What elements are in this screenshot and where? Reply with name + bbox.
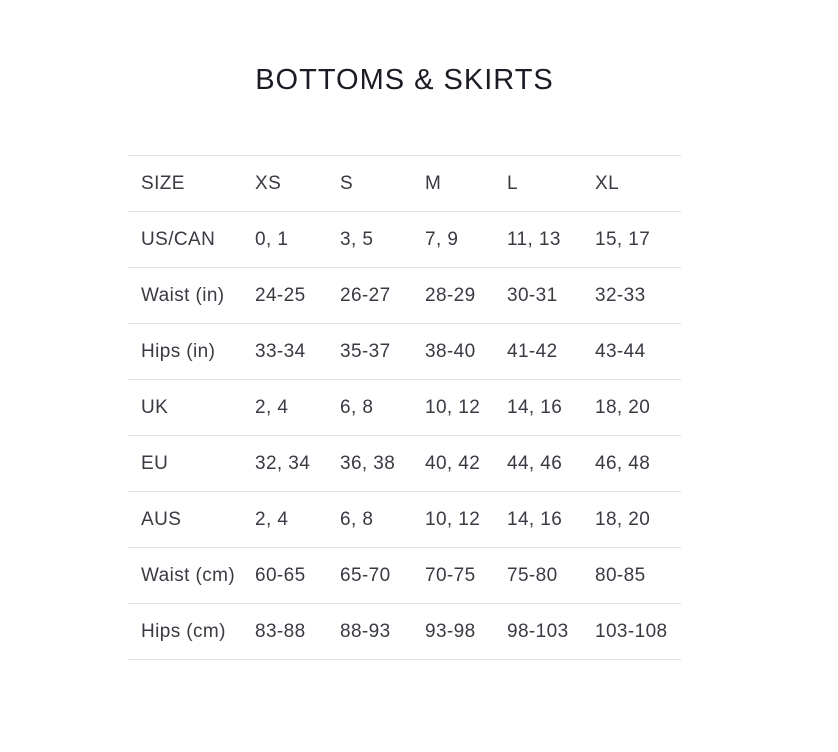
size-value-cell: 93-98	[412, 604, 494, 660]
size-value-cell: 43-44	[582, 324, 681, 380]
column-header-size: SIZE	[128, 156, 242, 212]
row-label: US/CAN	[128, 212, 242, 268]
size-value-cell: 24-25	[242, 268, 327, 324]
size-value-cell: 2, 4	[242, 380, 327, 436]
table-row	[128, 268, 681, 324]
size-value-cell: 14, 16	[494, 492, 582, 548]
size-value-cell: 30-31	[494, 268, 582, 324]
size-value-cell: 35-37	[327, 324, 412, 380]
size-value-cell: 28-29	[412, 268, 494, 324]
size-value-cell: 36, 38	[327, 436, 412, 492]
table-row	[128, 492, 681, 548]
size-value-cell: 88-93	[327, 604, 412, 660]
size-chart-header	[128, 156, 681, 212]
size-value-cell: 65-70	[327, 548, 412, 604]
size-value-cell: 41-42	[494, 324, 582, 380]
size-value-cell: 70-75	[412, 548, 494, 604]
size-value-cell: 11, 13	[494, 212, 582, 268]
size-value-cell: 10, 12	[412, 380, 494, 436]
size-chart-table	[128, 155, 681, 660]
size-value-cell: 40, 42	[412, 436, 494, 492]
size-value-cell: 80-85	[582, 548, 681, 604]
header-row	[128, 156, 681, 212]
table-row	[128, 380, 681, 436]
table-row	[128, 548, 681, 604]
size-value-cell: 32-33	[582, 268, 681, 324]
row-label: Hips (cm)	[128, 604, 242, 660]
page-title: BOTTOMS & SKIRTS	[255, 64, 554, 96]
row-label: Waist (in)	[128, 268, 242, 324]
size-value-cell: 14, 16	[494, 380, 582, 436]
size-value-cell: 26-27	[327, 268, 412, 324]
size-chart-body	[128, 212, 681, 660]
size-value-cell: 46, 48	[582, 436, 681, 492]
column-header-s: S	[327, 156, 412, 212]
size-value-cell: 6, 8	[327, 380, 412, 436]
size-value-cell: 0, 1	[242, 212, 327, 268]
row-label: AUS	[128, 492, 242, 548]
size-value-cell: 2, 4	[242, 492, 327, 548]
size-value-cell: 75-80	[494, 548, 582, 604]
table-row	[128, 212, 681, 268]
table-row	[128, 324, 681, 380]
column-header-m: M	[412, 156, 494, 212]
size-value-cell: 98-103	[494, 604, 582, 660]
row-label: Hips (in)	[128, 324, 242, 380]
size-value-cell: 7, 9	[412, 212, 494, 268]
size-value-cell: 32, 34	[242, 436, 327, 492]
size-value-cell: 60-65	[242, 548, 327, 604]
size-value-cell: 3, 5	[327, 212, 412, 268]
row-label: UK	[128, 380, 242, 436]
size-value-cell: 33-34	[242, 324, 327, 380]
size-value-cell: 6, 8	[327, 492, 412, 548]
column-header-xl: XL	[582, 156, 681, 212]
size-value-cell: 44, 46	[494, 436, 582, 492]
size-value-cell: 18, 20	[582, 380, 681, 436]
column-header-xs: XS	[242, 156, 327, 212]
size-value-cell: 83-88	[242, 604, 327, 660]
row-label: EU	[128, 436, 242, 492]
row-label: Waist (cm)	[128, 548, 242, 604]
size-value-cell: 15, 17	[582, 212, 681, 268]
size-guide-panel	[128, 0, 681, 660]
table-row	[128, 436, 681, 492]
size-value-cell: 103-108	[582, 604, 681, 660]
size-value-cell: 18, 20	[582, 492, 681, 548]
table-row	[128, 604, 681, 660]
column-header-l: L	[494, 156, 582, 212]
size-value-cell: 10, 12	[412, 492, 494, 548]
size-value-cell: 38-40	[412, 324, 494, 380]
